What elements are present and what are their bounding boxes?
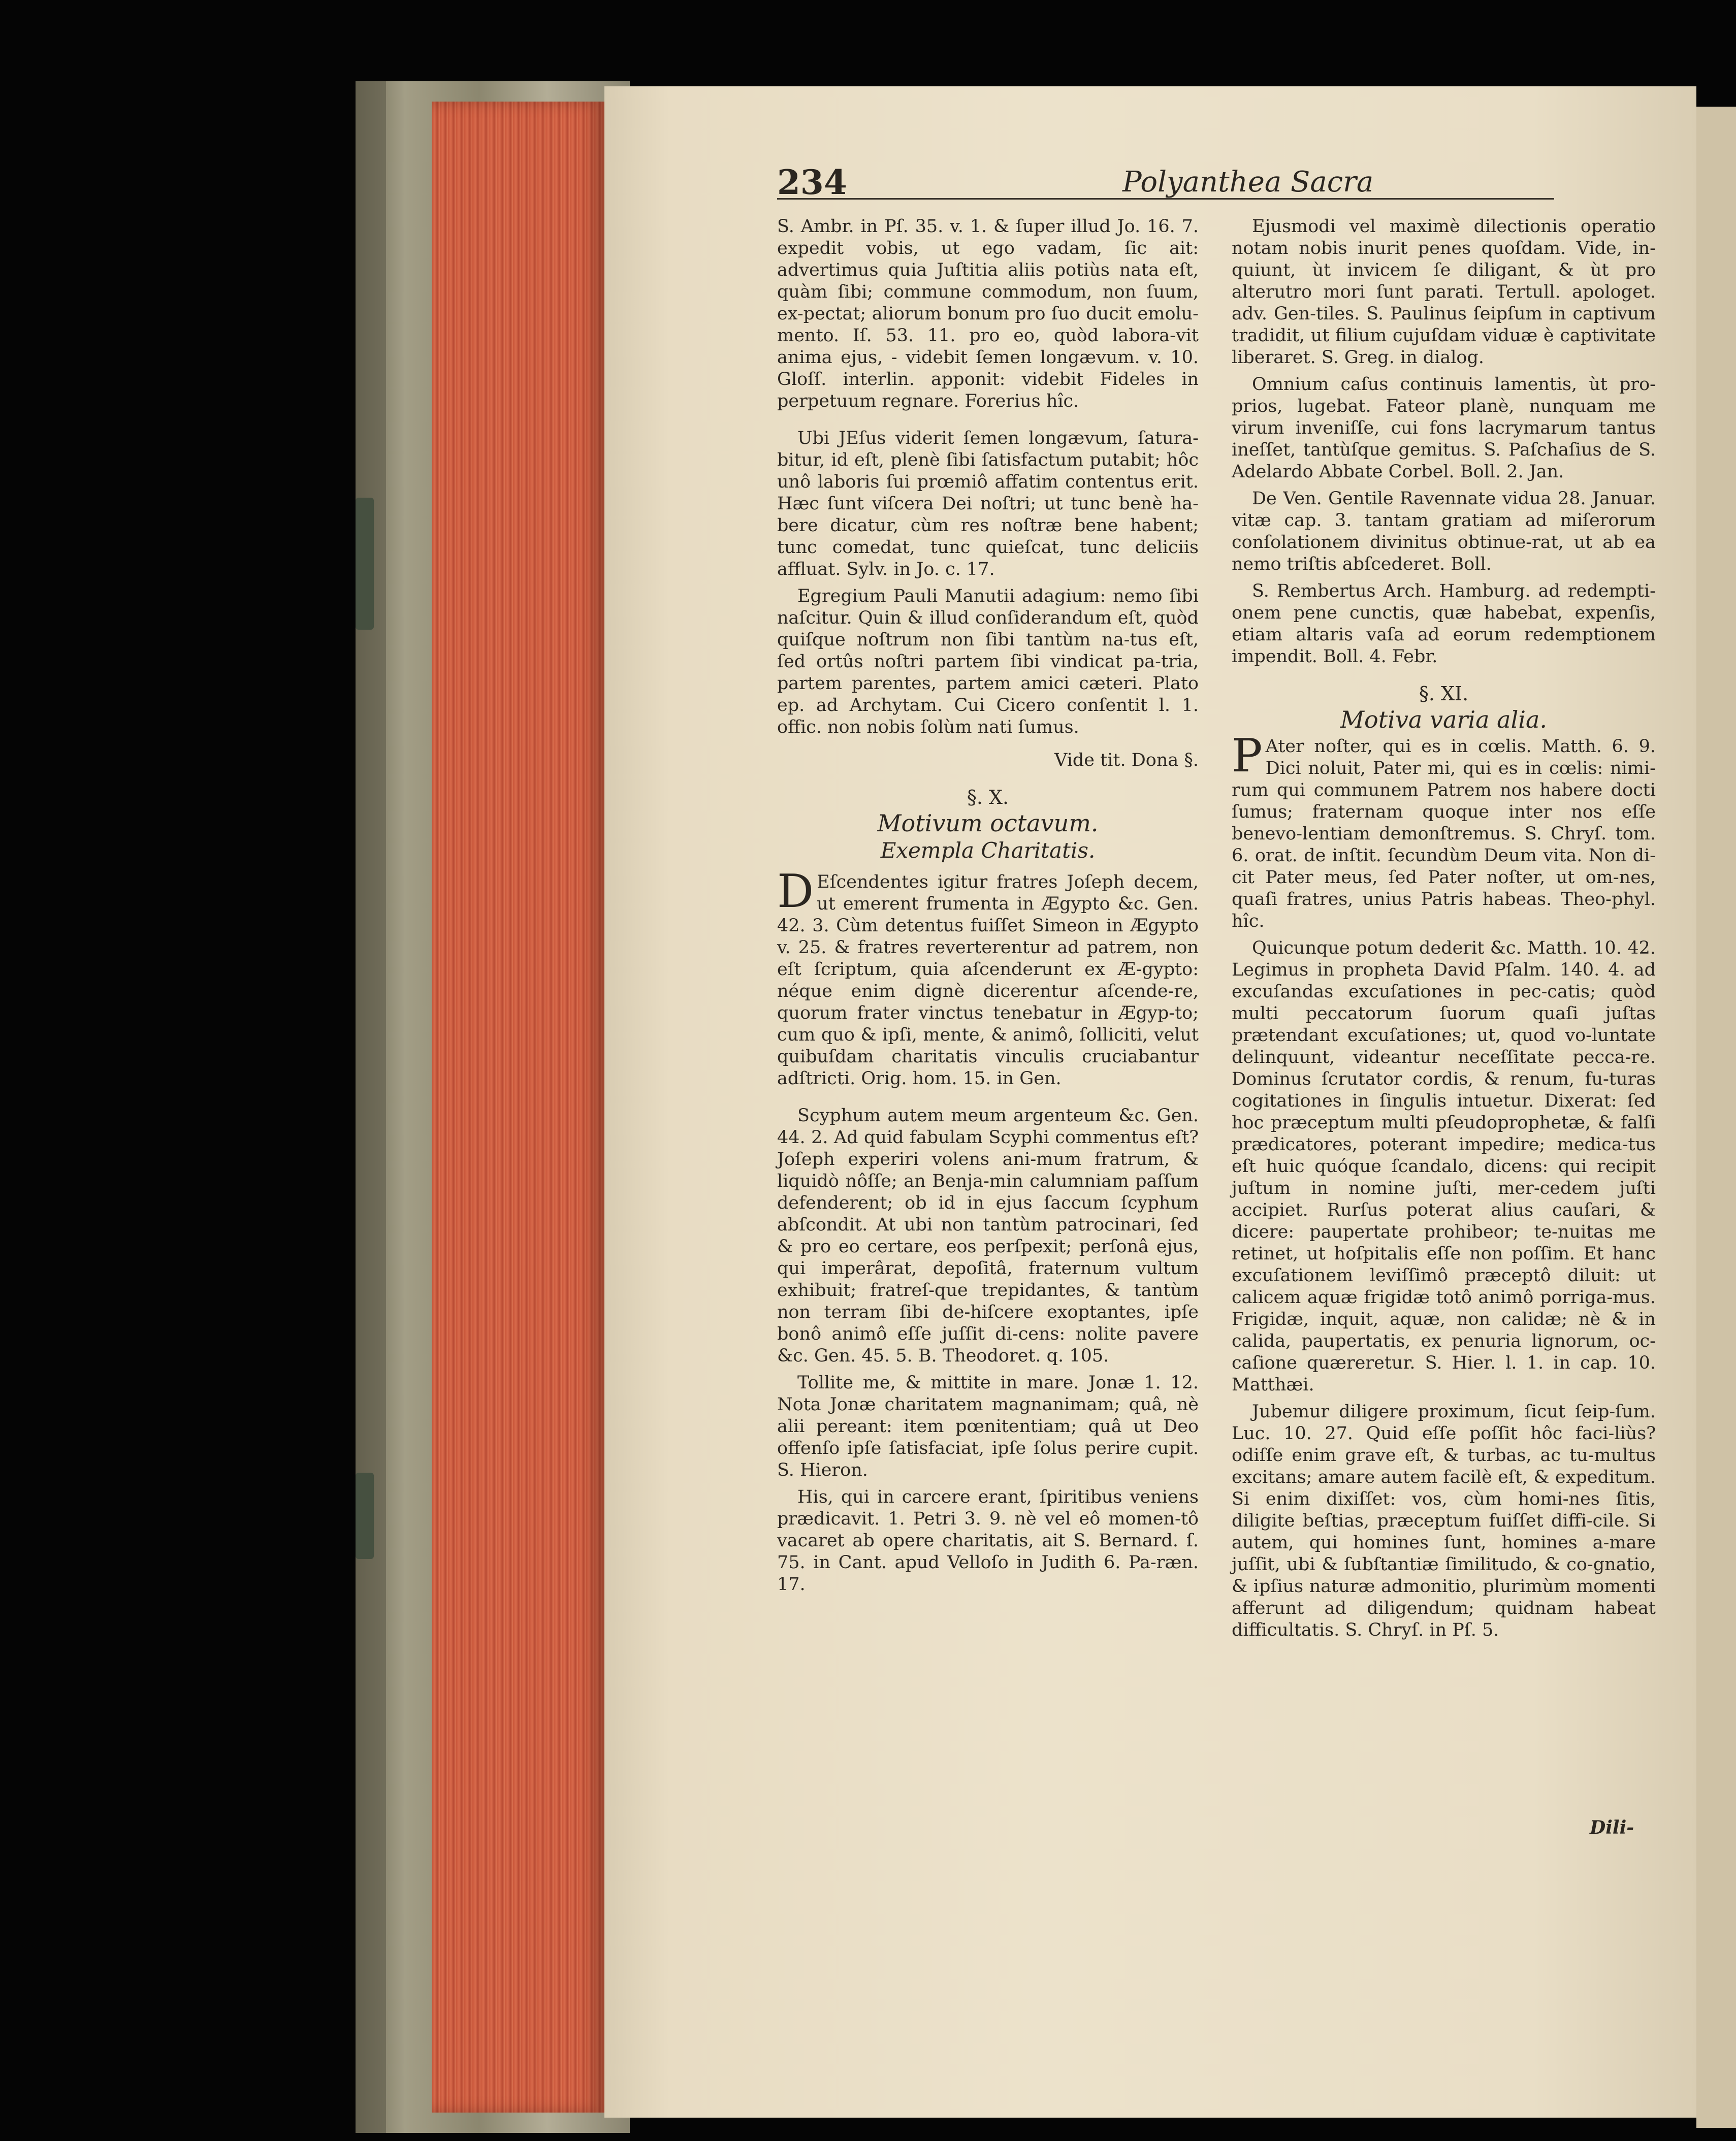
paragraph: S. Ambr. in Pſ. 35. v. 1. & ſuper illud Jo. 16. 7. expedit vobis, ut ego vadam, ſic ait: advertimus quia Juſtitia aliis potiùs nata eſt, quàm ſibi; commune commodum, non ſuum, ex-pectat; aliorum bonum pro ſuo ducit emolu-mento. Iſ. 53. 11. pro eo, quòd labora-vit anima ejus, - videbit ſemen longævum. v. 10. Gloſſ. interlin. apponit: videbit Fideles in perpetuum regnare. Forerius hîc. xyxy=(777,216,1199,411)
facing-page-edge xyxy=(1696,107,1736,2128)
paragraph: De Ven. Gentile Ravennate vidua 28. Januar. vitæ cap. 3. tantam gratiam ad miſerorum conſolationem divinitus obtinue-rat, ut ab ea nemo triſtis abſcederet. Boll. xyxy=(1232,489,1656,574)
clasp-bottom xyxy=(356,1473,374,1559)
paragraph: DEſcendentes igitur fratres Joſeph decem, ut emerent frumenta in Ægypto &c. Gen. 42. 3. Cùm detentus fuiſſet Simeon in Ægypto v. 25. & fratres reverterentur ad patrem, non eſt ſcriptum, quia aſcenderunt ex Æ-gypto: néque enim dignè dicerentur aſcende-re, quorum frater vinctus tenebatur in Ægyp-to; cum quo & ipſi, mente, & animô, ſolliciti, velut quibuſdam charitatis vinculis cruciabantur adſtricti. Orig. hom. 15. in Gen. xyxy=(777,865,1199,1089)
book-spine xyxy=(356,81,386,2133)
cross-reference: Vide tit. Dona §. xyxy=(1054,750,1199,770)
running-title: Polyanthea Sacra xyxy=(1122,166,1374,199)
paragraph: PAter noſter, qui es in cœlis. Matth. 6. 9. Dici noluit, Pater mi, qui es in cœlis: nimi-rum qui communem Patrem nos habere docti ſumus; fraternam quoque inter nos eſſe benevo-lentiam demonſtremus. S. Chryſ. tom. 6. orat. de inſtit. ſecundùm Deum vita. Non di-cit Pater meus, ſed Pater noſter, ut om-nes, quaſi fratres, unius Patris habeas. Theo-phyl. hîc. xyxy=(1232,729,1656,931)
clasp-top xyxy=(356,498,374,630)
page-header xyxy=(777,163,1554,200)
left-column xyxy=(777,216,1199,1601)
right-column xyxy=(1232,216,1656,1646)
paragraph: S. Rembertus Arch. Hamburg. ad redempti-onem pene cunctis, quæ habebat, expenſis, etiam altaris vaſa ad eorum redemptionem impendit. Boll. 4. Febr. xyxy=(1232,581,1656,667)
page-edges xyxy=(432,102,604,2113)
paragraph: Jubemur diligere proximum, ſicut ſeip-ſum. Luc. 10. 27. Quid eſſe poſſit hôc faci-liùs? odiſſe enim grave eſt, & turbas, ac tu-multus excitans; amare autem facilè eſt, & expeditum. Si enim dixiſſet: vos, cùm homi-nes ſitis, diligite beſtias, præceptum fuiſſet diffi-cile. Si autem, qui homines ſunt, homines a-mare juſſit, ubi & ſubſtantiæ ſimilitudo, & co-gnatio, & ipſius naturæ admonitio, plurimùm momenti afferunt ad diligendum; quidnam habeat difficultatis. S. Chryſ. in Pſ. 5. xyxy=(1232,1402,1656,1640)
paragraph: Omnium caſus continuis lamentis, ùt pro-prios, lugebat. Fateor planè, nunquam me virum inveniſſe, cui fons lacrymarum tantus ineſſet, tantùſque gemitus. S. Paſchaſius de S. Adelardo Abbate Corbel. Boll. 2. Jan. xyxy=(1232,374,1656,482)
section-title: Motiva varia alia. xyxy=(1340,706,1548,733)
paragraph: Scyphum autem meum argenteum &c. Gen. 44. 2. Ad quid fabulam Scyphi commentus eſt? Joſeph experiri volens ani-mum fratrum, & liquidò nôſſe; an Benja-min calumniam paſſum defenderent; ob id in ejus ſaccum ſcyphum abſcondit. At ubi non tantùm patrocinari, ſed & pro eo certare, eos perſpexit; perſonâ ejus, qui imperârat, depoſitâ, fraternum vultum exhibuit; fratreſ-que trepidantes, & tantùm non terram ſibi de-hiſcere exoptantes, ipſe bonô animô eſſe juſſit di-cens: nolite pavere &c. Gen. 45. 5. B. Theodoret. q. 105. xyxy=(777,1106,1199,1366)
catchword: Dili- xyxy=(1590,1817,1634,1838)
paragraph: Ubi JEſus viderit ſemen longævum, ſatura-bitur, id eſt, plenè ſibi ſatisfactum putabit; hôc unô laboris ſui prœmiô affatim contentus erit. Hæc ſunt viſcera Dei noſtri; ut tunc benè ha-bere dicatur, cùm res noſtræ bene habent; tunc comedat, tunc quieſcat, tunc deliciis affluat. Sylv. in Jo. c. 17. xyxy=(777,428,1199,579)
paragraph: Tollite me, & mittite in mare. Jonæ 1. 12. Nota Jonæ charitatem magnanimam; quâ, nè alii pereant: item pœnitentiam; quâ ut Deo offenſo ipſe ſatisfaciat, ipſe ſolus perire cupit. S. Hieron. xyxy=(777,1373,1199,1480)
page-number: 234 xyxy=(777,163,847,202)
section-subtitle: Exempla Charitatis. xyxy=(880,838,1096,863)
section-number: §. X. xyxy=(967,786,1009,808)
paragraph: Egregium Pauli Manutii adagium: nemo ſibi naſcitur. Quin & illud conſiderandum eſt, quòd quiſque noſtrum non ſibi tantùm na-tus eſt, ſed ortûs noſtri partem ſibi vindicat pa-tria, partem parentes, partem amici cæteri. Plato ep. ad Archytam. Cui Cicero conſentit l. 1. offic. non nobis ſolùm nati ſumus. xyxy=(777,586,1199,737)
paragraph: Ejusmodi vel maximè dilectionis operatio notam nobis inurit penes quoſdam. Vide, in-quiunt, ùt invicem ſe diligant, & ùt pro alterutro mori ſunt parati. Tertull. apologet. adv. Gen-tiles. S. Paulinus ſeipſum in captivum tradidit, ut filium cujuſdam viduæ è captivitate liberaret. S. Greg. in dialog. xyxy=(1232,216,1656,368)
paragraph: His, qui in carcere erant, ſpiritibus veniens prædicavit. 1. Petri 3. 9. nè vel eô momen-tô vacaret ab opere charitatis, ait S. Bernard. ſ. 75. in Cant. apud Velloſo in Judith 6. Pa-ræn. 17. xyxy=(777,1487,1199,1595)
paragraph: Quicunque potum dederit &c. Matth. 10. 42. Legimus in propheta David Pſalm. 140. 4. ad excuſandas excuſationes in pec-catis; quòd multi peccatorum ſuorum quaſi juſtas prætendant excuſationes; ut, quod vo-luntate delinquunt, videantur neceſſitate pecca-re. Dominus ſcrutator cordis, & renum, fu-turas cogitationes in ſingulis intuetur. Dixerat: ſed hoc præceptum multi pſeudoprophetæ, & falſi prædicatores, poterant impedire; medica-tus eſt huic quóque ſcandalo, dicens: qui recipit juſtum in nomine juſti, mer-cedem juſti accipiet. Rurſus poterat alius cauſari, & dicere: paupertate prohibeor; te-nuitas me retinet, ut hoſpitalis eſſe non poſſim. Et hanc excuſationem leviſſimô præceptô diluit: ut calicem aquæ frigidæ totô animô porriga-mus. Frigidæ, inquit, aquæ, non calidæ; nè & in calida, paupertatis, ex penuria lignorum, oc-caſione quæreretur. S. Hier. l. 1. in cap. 10. Matthæi. xyxy=(1232,938,1656,1395)
section-title: Motivum octavum. xyxy=(877,809,1099,837)
section-number: §. XI. xyxy=(1419,683,1469,705)
